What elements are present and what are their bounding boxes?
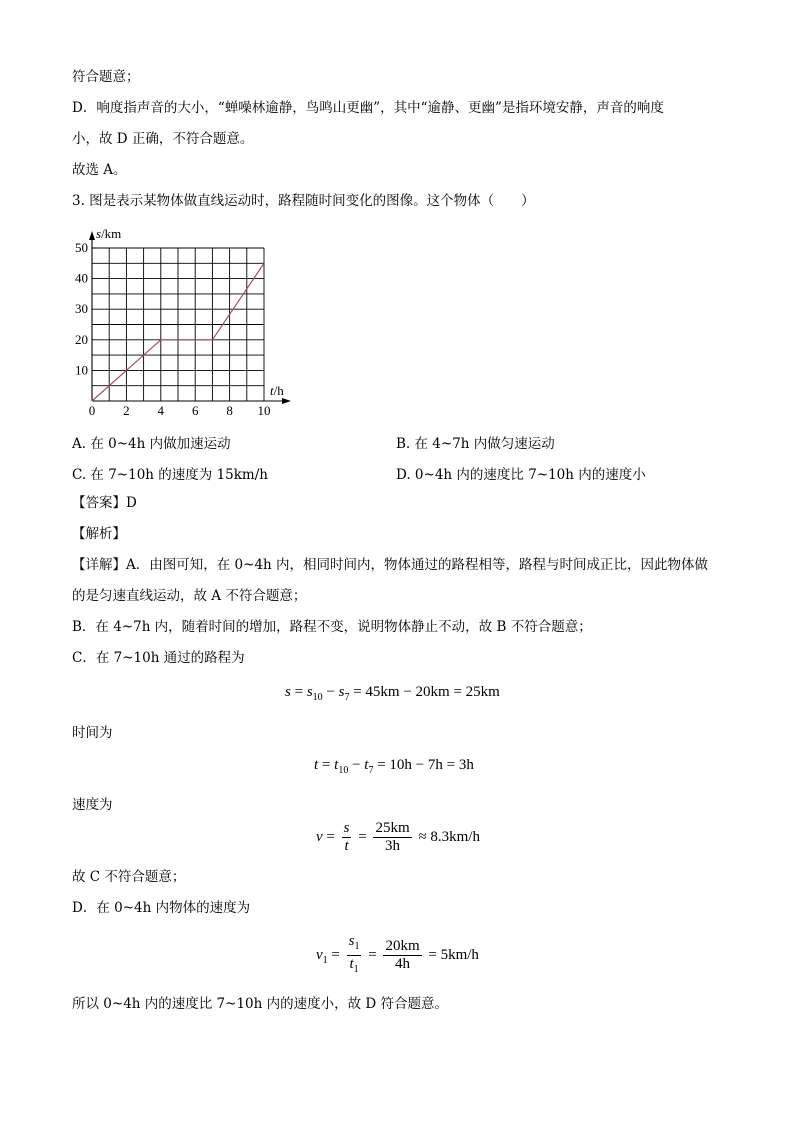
text-line: C．在 7~10h 通过的路程为 [72,650,245,666]
text-line: 符合题意； [72,69,140,85]
x-tick-label: 2 [123,403,130,418]
text-line: 【详解】A．由图可知，在 0~4h 内，相同时间内，物体通过的路程相等，路程与时间成正比，因此物体做 [72,557,709,573]
x-axis-arrow [282,398,291,404]
text-line: 速度为 [72,797,113,813]
option-c[interactable]: C. 在 7~10h 的速度为 15km/h [72,467,268,483]
x-tick-label: 10 [257,403,271,418]
equation-speed-1: $v_1$ = $\frac{s_1}{t_1}$ = $\frac{20km}{4h}$ = 5km/h [316,933,479,975]
y-tick-label: 20 [75,331,88,347]
question-text: 3. 图是表示某物体做直线运动时，路程随时间变化的图像。这个物体（ ） [72,193,535,209]
y-axis-arrow [89,231,95,240]
y-tick-label: 10 [75,362,88,378]
y-tick-label: 50 [75,240,88,255]
text-line: 所以 0~4h 内的速度比 7~10h 内的速度小，故 D 符合题意。 [72,996,449,1012]
chart-tick-labels [75,240,271,418]
text-line: B．在 4~7h 内，随着时间的增加，路程不变，说明物体静止不动，故 B 不符合题意； [72,619,592,635]
option-b[interactable]: B. 在 4~7h 内做匀速运动 [396,436,555,452]
chart-axes [89,231,291,404]
answer-label: 【答案】D [72,495,137,511]
equation-time: $t = t_{10} - t_7 = 10h - 7h = 3h$ [314,757,474,776]
y-tick-label: 30 [75,301,88,317]
text-line: 故 C 不符合题意； [72,869,186,885]
x-tick-label: 6 [191,403,199,418]
text-line: 时间为 [72,725,113,741]
text-line: D．响度指声音的大小，“蝉噪林逾静，鸟鸣山更幽”，其中“逾静、更幽”是指环境安静，声音的响度 [72,100,664,116]
x-tick-label: 4 [157,403,165,418]
distance-time-chart [72,222,302,422]
y-axis-label: s/km [96,226,122,241]
y-tick-label: 40 [75,270,88,286]
text-line: 的是匀速直线运动，故 A 不符合题意； [72,588,307,604]
option-d[interactable]: D. 0~4h 内的速度比 7~10h 内的速度小 [396,467,646,483]
option-a[interactable]: A. 在 0~4h 内做加速运动 [72,436,231,452]
analysis-label: 【解析】 [72,526,126,542]
x-tick-label: 0 [88,403,96,418]
equation-speed: v = $\frac{s}{t}$ = $\frac{25km}{3h}$ ≈ 8.3km/h [316,820,480,854]
text-line: D．在 0~4h 内物体的速度为 [72,900,251,916]
x-axis-label: t/h [270,383,284,398]
text-line: 小，故 D 正确，不符合题意。 [72,131,254,147]
equation-distance: $s = s_{10} - s_7 = 45km - 20km = 25km$ [285,684,500,703]
text-line: 故选 A。 [72,162,127,178]
x-tick-label: 8 [226,403,233,418]
